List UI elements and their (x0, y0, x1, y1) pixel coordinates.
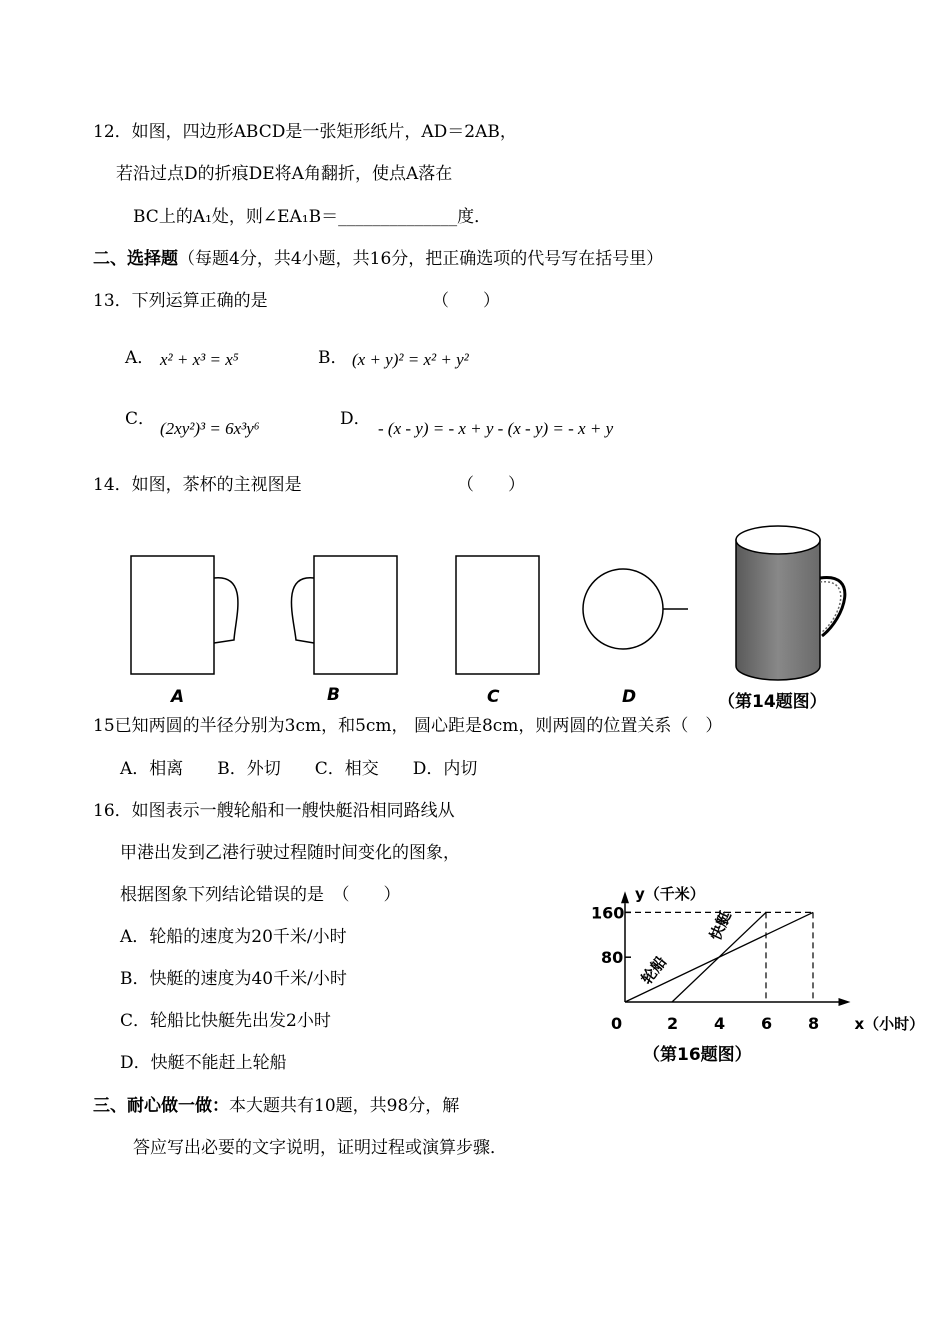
section2-note: （每题4分，共4小题，共16分，把正确选项的代号写在括号里） (178, 249, 664, 269)
q13-stem: 13．下列运算正确的是 (93, 291, 268, 311)
q13-option-b-label: B． (318, 348, 348, 368)
q12-line2: 若沿过点D的折痕DE将A角翻折，使点A落在 (116, 164, 453, 184)
x-tick-label: 4 (714, 1014, 726, 1033)
q13-option-c-label: C． (125, 409, 156, 429)
q14-label-c: C (487, 687, 500, 707)
x-axis-label: x（小时） (854, 1015, 925, 1033)
y-axis-label: y（千米） (635, 885, 705, 904)
q14-figure-c (450, 550, 550, 680)
q13-option-b-expr: (x + y)² = x² + y² (352, 350, 469, 369)
y-tick-label: 160 (591, 903, 625, 923)
q14-figure-d (580, 565, 695, 665)
q12-line1: 12．如图，四边形ABCD是一张矩形纸片，AD＝2AB， (93, 122, 517, 142)
q14-caption: （第14题图） (718, 692, 827, 712)
q13-option-c-expr: (2xy²)³ = 6x³y⁶ (160, 419, 260, 438)
x-axis-arrow (839, 998, 851, 1006)
q16-option-d: D．快艇不能赶上轮船 (120, 1053, 287, 1073)
x-tick-label: 2 (667, 1014, 679, 1033)
q14-stem: 14．如图，茶杯的主视图是 (93, 475, 302, 495)
section3-text: 本大题共有10题，共98分，解 (229, 1096, 460, 1116)
y-tick-label: 80 (601, 948, 624, 968)
q13-option-d-expr: - (x - y) = - x + y - (x - y) = - x + y (378, 419, 614, 438)
y-axis-arrow (621, 891, 629, 903)
q16-chart (570, 780, 925, 1070)
q13-answer-paren: （ ） (432, 291, 500, 311)
q14-teacup-figure (730, 518, 850, 686)
q14-label-b: B (327, 685, 340, 705)
series-label-speedboat: 快艇 (706, 908, 735, 944)
section3-line2: 答应写出必要的文字说明，证明过程或演算步骤． (133, 1138, 507, 1158)
section2-header (93, 248, 663, 270)
q13-option-a-expr: x² + x³ = x⁵ (160, 350, 239, 369)
x-tick-label: 8 (808, 1014, 820, 1033)
x-tick-label: 0 (611, 1014, 623, 1033)
q16-line1: 16．如图表示一艘轮船和一艘快艇沿相同路线从 (93, 801, 455, 821)
section2-heading: 二、选择题 (93, 249, 178, 269)
q16-option-c: C．轮船比快艇先出发2小时 (120, 1011, 331, 1031)
q14-answer-paren: （ ） (457, 475, 525, 495)
q14-figure-a (125, 550, 245, 680)
q16-option-b: B．快艇的速度为40千米/小时 (120, 969, 347, 989)
q14-label-a: A (171, 687, 185, 707)
series-label-ship: 轮船 (637, 952, 671, 988)
q13-option-a-label: A． (125, 348, 155, 368)
q15-stem: 15已知两圆的半径分别为3cm，和5cm， 圆心距是8cm，则两圆的位置关系（ ） (93, 716, 723, 736)
q12-line3: BC上的A₁处，则∠EA₁B＝______________度． (133, 207, 492, 227)
q16-option-a: A．轮船的速度为20千米/小时 (120, 927, 347, 947)
q16-line2: 甲港出发到乙港行驶过程随时间变化的图象， (120, 843, 460, 863)
q13-option-d-label: D． (340, 409, 371, 429)
section3-heading: 三、耐心做一做： (93, 1096, 229, 1116)
q16-line3: 根据图象下列结论错误的是 （ ） (120, 885, 401, 905)
q14-label-d: D (622, 687, 637, 707)
x-tick-label: 6 (761, 1014, 773, 1033)
q16-caption: （第16题图） (643, 1045, 752, 1065)
q15-options: A．相离 B．外切 C．相交 D．内切 (120, 759, 478, 779)
q14-figure-b (288, 550, 408, 680)
section3-line1 (93, 1095, 459, 1117)
